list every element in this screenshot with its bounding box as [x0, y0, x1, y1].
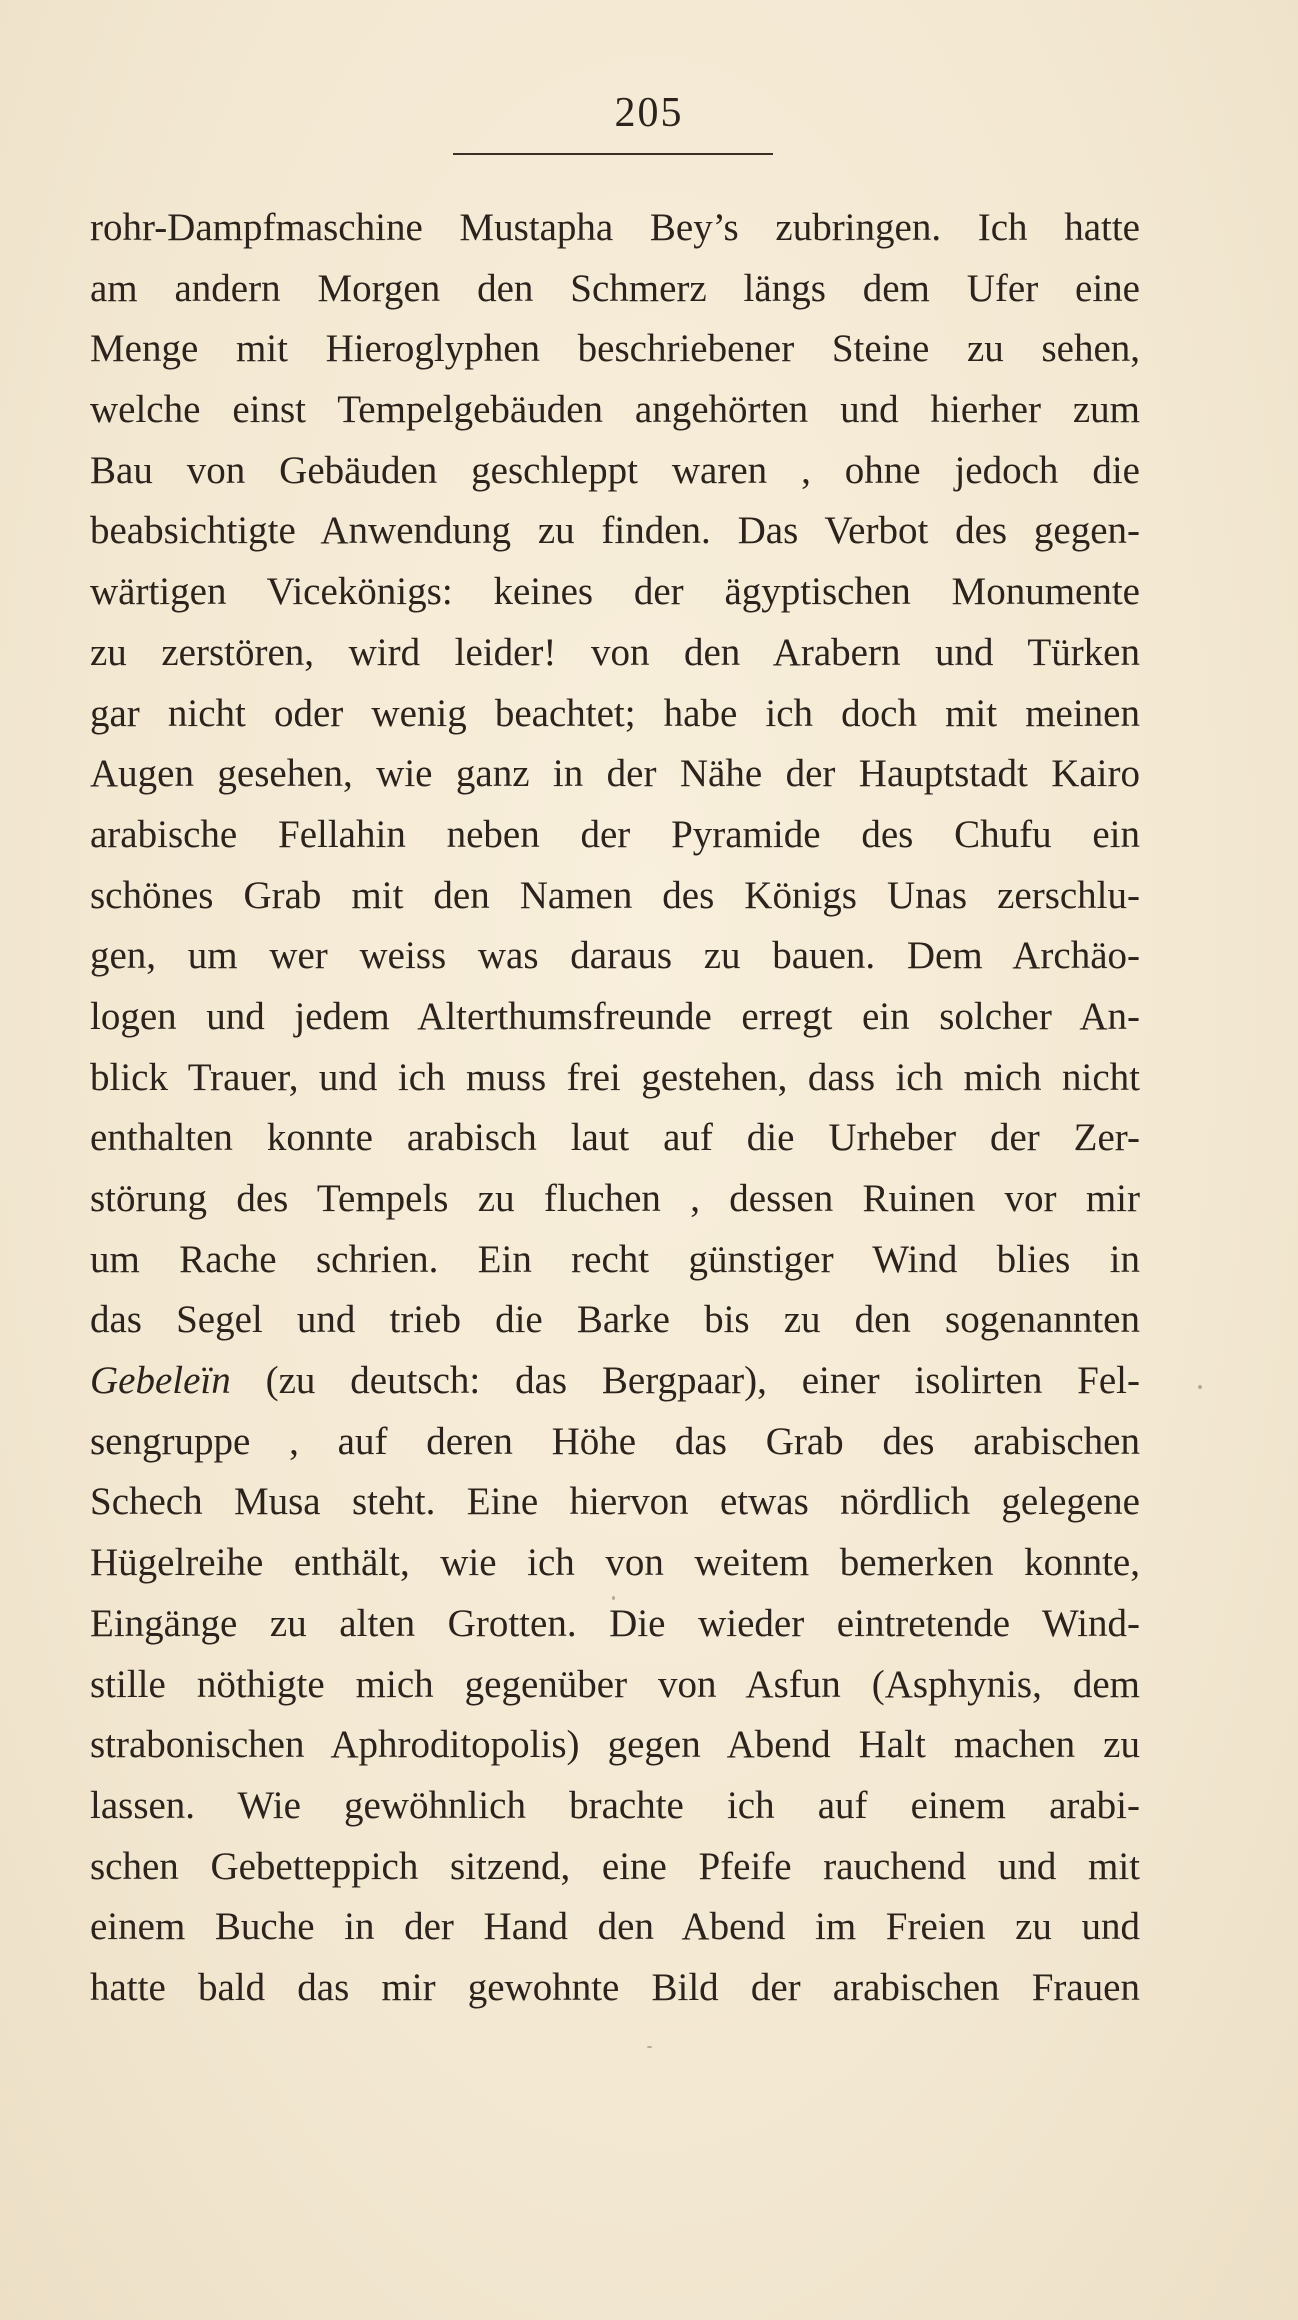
- text-line: das Segel und trieb die Barke bis zu den sogenannten: [90, 1298, 1140, 1342]
- text-line: lassen. Wie gewöhnlich brachte ich auf einem arabi-: [90, 1783, 1140, 1827]
- text-line: schönes Grab mit den Namen des Königs Unas zerschlu-: [90, 873, 1140, 917]
- text-line: um Rache schrien. Ein recht günstiger Wind blies in: [90, 1237, 1140, 1281]
- text-line: zu zerstören, wird leider! von den Arabern und Türken: [90, 630, 1140, 674]
- text-line: sengruppe , auf deren Höhe das Grab des arabischen: [90, 1419, 1140, 1463]
- text-line: Bau von Gebäuden geschleppt waren , ohne jedoch die: [90, 448, 1140, 492]
- text-line: wärtigen Vicekönigs: keines der ägyptischen Monumente: [90, 570, 1140, 614]
- text-line: am andern Morgen den Schmerz längs dem Ufer eine: [90, 266, 1140, 310]
- text-line: beabsichtigte Anwendung zu finden. Das Verbot des gegen-: [90, 509, 1140, 553]
- text-line: strabonischen Aphroditopolis) gegen Abend Halt machen zu: [90, 1723, 1140, 1767]
- text-line: Eingänge zu alten Grotten. Die wieder eintretende Wind-: [90, 1601, 1140, 1645]
- paper-speck: [612, 1596, 615, 1600]
- text-line: rohr-Dampfmaschine Mustapha Bey’s zubringen. Ich hatte: [90, 206, 1140, 249]
- header-rule: [453, 153, 773, 155]
- text-line: blick Trauer, und ich muss frei gestehen, dass ich mich nicht: [90, 1055, 1140, 1099]
- text-line: welche einst Tempelgebäuden angehörten und hierher zum: [90, 388, 1140, 432]
- text-line: einem Buche in der Hand den Abend im Freien zu und: [90, 1905, 1140, 1949]
- text-line: Augen gesehen, wie ganz in der Nähe der Hauptstadt Kairo: [90, 752, 1140, 796]
- text-line: schen Gebetteppich sitzend, eine Pfeife rauchend und mit: [90, 1844, 1140, 1888]
- page-number: 205: [614, 90, 684, 136]
- text-line: gar nicht oder wenig beachtet; habe ich doch mit meinen: [90, 691, 1140, 735]
- text-line: logen und jedem Alterthumsfreunde erregt ein solcher An-: [90, 994, 1140, 1038]
- text-line: arabische Fellahin neben der Pyramide des Chufu ein: [90, 812, 1140, 856]
- line-remainder: (zu deutsch: das Bergpaar), einer isolirten Fel-: [230, 1359, 1140, 1403]
- italic-term: Gebeleïn: [90, 1359, 231, 1403]
- text-line: stille nöthigte mich gegenüber von Asfun (Asphynis, dem: [90, 1662, 1140, 1706]
- paper-speck: [647, 2046, 652, 2048]
- text-line: hatte bald das mir gewohnte Bild der arabischen Frauen: [90, 1965, 1140, 2009]
- text-line: gen, um wer weiss was daraus zu bauen. Dem Archäo-: [90, 934, 1140, 978]
- text-line: enthalten konnte arabisch laut auf die Urheber der Zer-: [90, 1116, 1140, 1160]
- body-text: [90, 198, 1140, 2019]
- text-line: störung des Tempels zu fluchen , dessen Ruinen vor mir: [90, 1177, 1140, 1220]
- text-line: Menge mit Hieroglyphen beschriebener Steine zu sehen,: [90, 327, 1140, 371]
- text-line: Schech Musa steht. Eine hiervon etwas nördlich gelegene: [90, 1480, 1140, 1524]
- paper-speck: [1198, 1385, 1202, 1389]
- text-line: Hügelreihe enthält, wie ich von weitem bemerken konnte,: [90, 1541, 1140, 1585]
- text-line-with-italic: [90, 1351, 1140, 1412]
